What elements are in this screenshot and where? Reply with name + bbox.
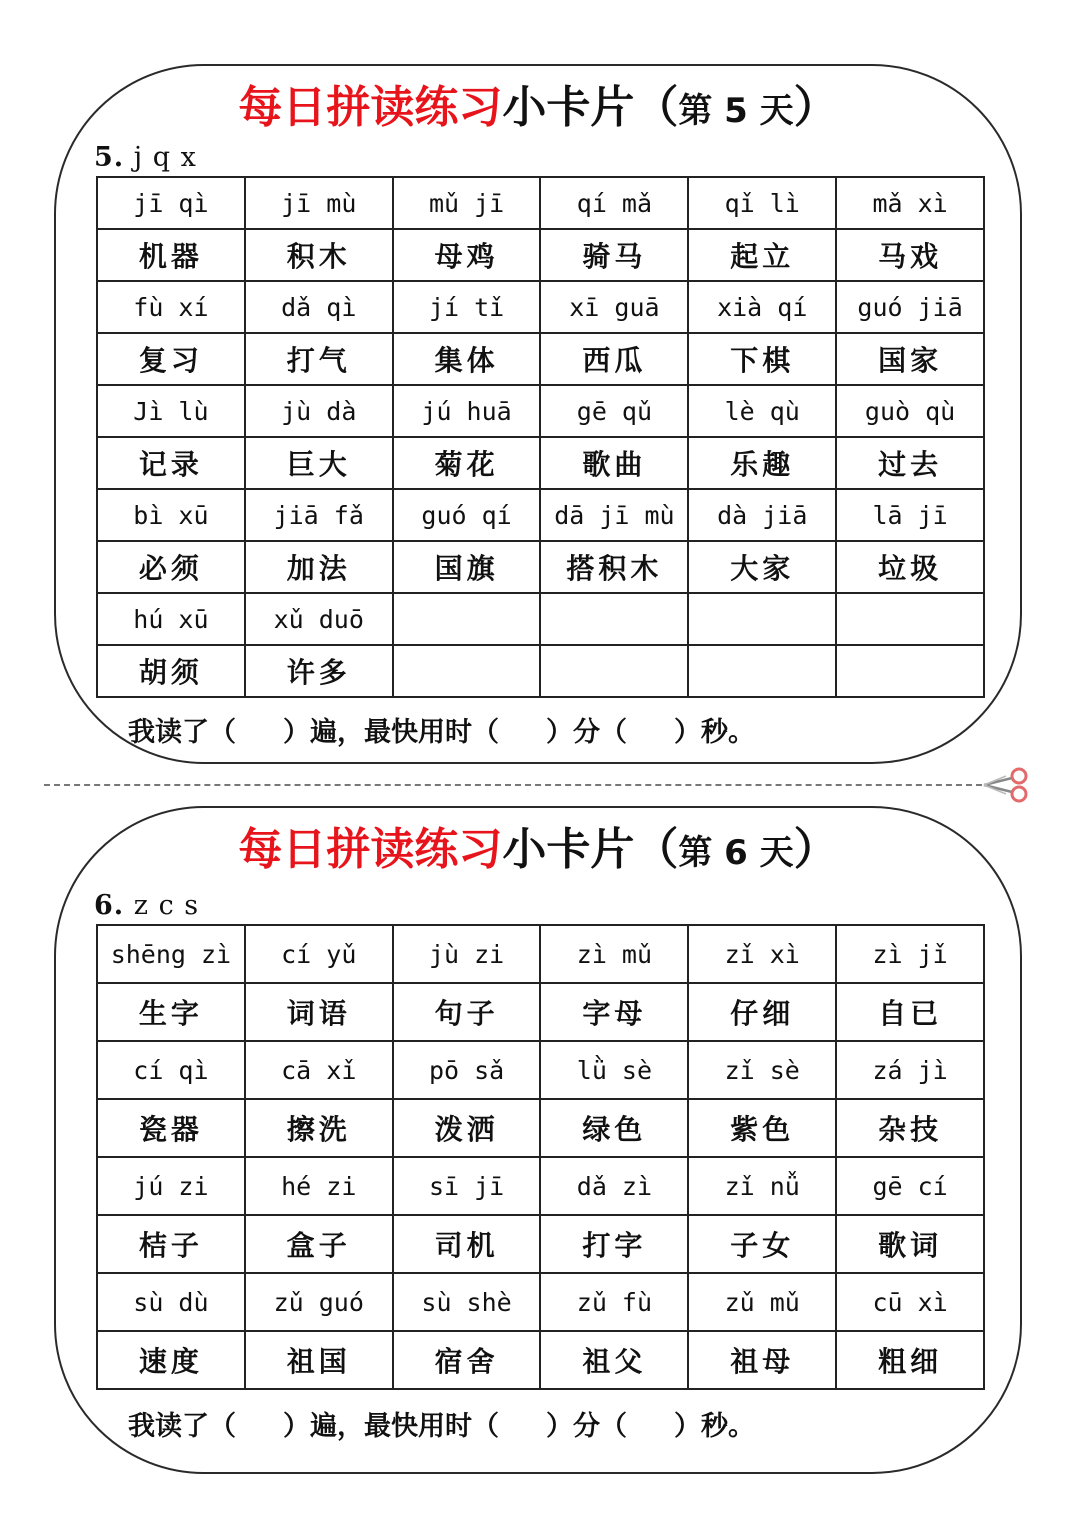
pinyin-cell: xǔ duō bbox=[245, 593, 393, 645]
hanzi-row bbox=[97, 437, 984, 489]
hanzi-cell: 集体 bbox=[393, 333, 541, 385]
pinyin-cell: xià qí bbox=[688, 281, 836, 333]
hanzi-row bbox=[97, 229, 984, 281]
pinyin-cell: qǐ lì bbox=[688, 177, 836, 229]
hanzi-cell: 生字 bbox=[97, 983, 245, 1041]
hanzi-cell: 国旗 bbox=[393, 541, 541, 593]
title-black-part: 小卡片（ bbox=[502, 82, 679, 133]
hanzi-cell bbox=[393, 645, 541, 697]
hanzi-row bbox=[97, 1215, 984, 1273]
pinyin-row bbox=[97, 1273, 984, 1331]
hanzi-cell: 大家 bbox=[688, 541, 836, 593]
pinyin-cell: mǎ xì bbox=[836, 177, 984, 229]
pinyin-cell: hé zi bbox=[245, 1157, 393, 1215]
section-heading bbox=[94, 142, 197, 173]
pinyin-cell: zì jǐ bbox=[836, 925, 984, 983]
hanzi-cell: 巨大 bbox=[245, 437, 393, 489]
day-label: 第 6 天 bbox=[678, 833, 794, 873]
day-label: 第 5 天 bbox=[678, 91, 794, 131]
pinyin-cell: Jì lù bbox=[97, 385, 245, 437]
pinyin-cell: cū xì bbox=[836, 1273, 984, 1331]
pinyin-cell: jù zi bbox=[393, 925, 541, 983]
hanzi-cell: 机器 bbox=[97, 229, 245, 281]
pinyin-cell: zǐ sè bbox=[688, 1041, 836, 1099]
pinyin-cell: sù shè bbox=[393, 1273, 541, 1331]
hanzi-cell: 必须 bbox=[97, 541, 245, 593]
pinyin-cell: lā jī bbox=[836, 489, 984, 541]
hanzi-cell: 搭积木 bbox=[540, 541, 688, 593]
card-title bbox=[56, 78, 1020, 141]
pinyin-cell: guó jiā bbox=[836, 281, 984, 333]
pinyin-cell: jí tǐ bbox=[393, 281, 541, 333]
title-black-part: 小卡片（ bbox=[502, 824, 679, 875]
pinyin-cell: shēng zì bbox=[97, 925, 245, 983]
hanzi-cell: 菊花 bbox=[393, 437, 541, 489]
hanzi-cell: 泼洒 bbox=[393, 1099, 541, 1157]
hanzi-row bbox=[97, 1099, 984, 1157]
hanzi-cell bbox=[836, 645, 984, 697]
hanzi-cell: 起立 bbox=[688, 229, 836, 281]
hanzi-cell: 西瓜 bbox=[540, 333, 688, 385]
hanzi-cell: 宿舍 bbox=[393, 1331, 541, 1389]
hanzi-cell: 祖母 bbox=[688, 1331, 836, 1389]
pinyin-cell: jù dà bbox=[245, 385, 393, 437]
hanzi-cell: 记录 bbox=[97, 437, 245, 489]
section-letters: j q x bbox=[124, 142, 197, 173]
pinyin-row bbox=[97, 593, 984, 645]
hanzi-cell: 字母 bbox=[540, 983, 688, 1041]
hanzi-cell: 杂技 bbox=[836, 1099, 984, 1157]
pinyin-grid bbox=[96, 924, 985, 1390]
hanzi-cell: 胡须 bbox=[97, 645, 245, 697]
section-letters: z c s bbox=[124, 890, 200, 921]
pinyin-cell: jī qì bbox=[97, 177, 245, 229]
pinyin-row bbox=[97, 925, 984, 983]
pinyin-cell: zì mǔ bbox=[540, 925, 688, 983]
pinyin-grid bbox=[96, 176, 985, 698]
pinyin-cell: sù dù bbox=[97, 1273, 245, 1331]
pinyin-cell: zǐ nǚ bbox=[688, 1157, 836, 1215]
pinyin-cell: fù xí bbox=[97, 281, 245, 333]
title-close-paren: ） bbox=[793, 824, 838, 875]
pinyin-cell: dǎ zì bbox=[540, 1157, 688, 1215]
hanzi-cell: 自已 bbox=[836, 983, 984, 1041]
pinyin-cell: qí mǎ bbox=[540, 177, 688, 229]
hanzi-cell: 歌曲 bbox=[540, 437, 688, 489]
hanzi-cell: 过去 bbox=[836, 437, 984, 489]
pinyin-cell: gē qǔ bbox=[540, 385, 688, 437]
hanzi-cell: 加法 bbox=[245, 541, 393, 593]
hanzi-cell bbox=[688, 645, 836, 697]
hanzi-cell: 许多 bbox=[245, 645, 393, 697]
hanzi-cell: 盒子 bbox=[245, 1215, 393, 1273]
title-red-part: 每日拼读练习 bbox=[238, 82, 503, 133]
pinyin-row bbox=[97, 1157, 984, 1215]
pinyin-cell bbox=[836, 593, 984, 645]
hanzi-cell: 马戏 bbox=[836, 229, 984, 281]
pinyin-cell: cí qì bbox=[97, 1041, 245, 1099]
scissors-icon bbox=[982, 764, 1032, 806]
card-title bbox=[56, 820, 1020, 883]
pinyin-row bbox=[97, 1041, 984, 1099]
pinyin-cell: dà jiā bbox=[688, 489, 836, 541]
hanzi-cell: 积木 bbox=[245, 229, 393, 281]
hanzi-cell: 子女 bbox=[688, 1215, 836, 1273]
hanzi-row bbox=[97, 541, 984, 593]
pinyin-cell: jú zi bbox=[97, 1157, 245, 1215]
pinyin-row bbox=[97, 281, 984, 333]
hanzi-cell: 下棋 bbox=[688, 333, 836, 385]
hanzi-cell: 司机 bbox=[393, 1215, 541, 1273]
hanzi-cell bbox=[540, 645, 688, 697]
pinyin-cell: zǐ xì bbox=[688, 925, 836, 983]
practice-card-day-6 bbox=[54, 806, 1022, 1474]
hanzi-row bbox=[97, 1331, 984, 1389]
pinyin-cell: lè qù bbox=[688, 385, 836, 437]
pinyin-cell: dǎ qì bbox=[245, 281, 393, 333]
pinyin-cell: zá jì bbox=[836, 1041, 984, 1099]
pinyin-cell: dā jī mù bbox=[540, 489, 688, 541]
pinyin-cell: gē cí bbox=[836, 1157, 984, 1215]
pinyin-cell: cí yǔ bbox=[245, 925, 393, 983]
pinyin-cell: guó qí bbox=[393, 489, 541, 541]
pinyin-cell: jī mù bbox=[245, 177, 393, 229]
hanzi-cell: 仔细 bbox=[688, 983, 836, 1041]
pinyin-row bbox=[97, 489, 984, 541]
pinyin-cell bbox=[688, 593, 836, 645]
hanzi-cell: 垃圾 bbox=[836, 541, 984, 593]
hanzi-row bbox=[97, 333, 984, 385]
pinyin-cell: xī guā bbox=[540, 281, 688, 333]
pinyin-cell: mǔ jī bbox=[393, 177, 541, 229]
section-number: 5. bbox=[94, 142, 125, 173]
hanzi-row bbox=[97, 983, 984, 1041]
pinyin-cell: sī jī bbox=[393, 1157, 541, 1215]
hanzi-cell: 打字 bbox=[540, 1215, 688, 1273]
pinyin-cell: cā xǐ bbox=[245, 1041, 393, 1099]
pinyin-cell: lǜ sè bbox=[540, 1041, 688, 1099]
pinyin-cell: guò qù bbox=[836, 385, 984, 437]
hanzi-cell: 乐趣 bbox=[688, 437, 836, 489]
pinyin-cell bbox=[393, 593, 541, 645]
hanzi-cell: 句子 bbox=[393, 983, 541, 1041]
pinyin-cell: hú xū bbox=[97, 593, 245, 645]
pinyin-cell: jú huā bbox=[393, 385, 541, 437]
hanzi-cell: 粗细 bbox=[836, 1331, 984, 1389]
hanzi-cell: 速度 bbox=[97, 1331, 245, 1389]
pinyin-cell: pō sǎ bbox=[393, 1041, 541, 1099]
hanzi-cell: 祖国 bbox=[245, 1331, 393, 1389]
title-close-paren: ） bbox=[793, 82, 838, 133]
hanzi-cell: 瓷器 bbox=[97, 1099, 245, 1157]
hanzi-cell: 骑马 bbox=[540, 229, 688, 281]
section-number: 6. bbox=[94, 890, 125, 921]
hanzi-cell: 擦洗 bbox=[245, 1099, 393, 1157]
pinyin-cell: bì xū bbox=[97, 489, 245, 541]
reading-record-line: 我读了（ ）遍，最快用时（ ）分（ ）秒。 bbox=[128, 1411, 755, 1442]
reading-record-line: 我读了（ ）遍，最快用时（ ）分（ ）秒。 bbox=[128, 717, 755, 748]
hanzi-cell: 复习 bbox=[97, 333, 245, 385]
title-red-part: 每日拼读练习 bbox=[238, 824, 503, 875]
pinyin-cell: jiā fǎ bbox=[245, 489, 393, 541]
pinyin-cell: zǔ fù bbox=[540, 1273, 688, 1331]
hanzi-cell: 桔子 bbox=[97, 1215, 245, 1273]
pinyin-cell: zǔ mǔ bbox=[688, 1273, 836, 1331]
pinyin-cell: zǔ guó bbox=[245, 1273, 393, 1331]
pinyin-cell bbox=[540, 593, 688, 645]
pinyin-row bbox=[97, 177, 984, 229]
hanzi-cell: 绿色 bbox=[540, 1099, 688, 1157]
hanzi-cell: 国家 bbox=[836, 333, 984, 385]
hanzi-cell: 歌词 bbox=[836, 1215, 984, 1273]
hanzi-cell: 打气 bbox=[245, 333, 393, 385]
hanzi-cell: 祖父 bbox=[540, 1331, 688, 1389]
section-heading bbox=[94, 890, 199, 921]
cut-line bbox=[44, 784, 982, 786]
hanzi-row bbox=[97, 645, 984, 697]
hanzi-cell: 母鸡 bbox=[393, 229, 541, 281]
hanzi-cell: 紫色 bbox=[688, 1099, 836, 1157]
pinyin-row bbox=[97, 385, 984, 437]
hanzi-cell: 词语 bbox=[245, 983, 393, 1041]
practice-card-day-5 bbox=[54, 64, 1022, 764]
